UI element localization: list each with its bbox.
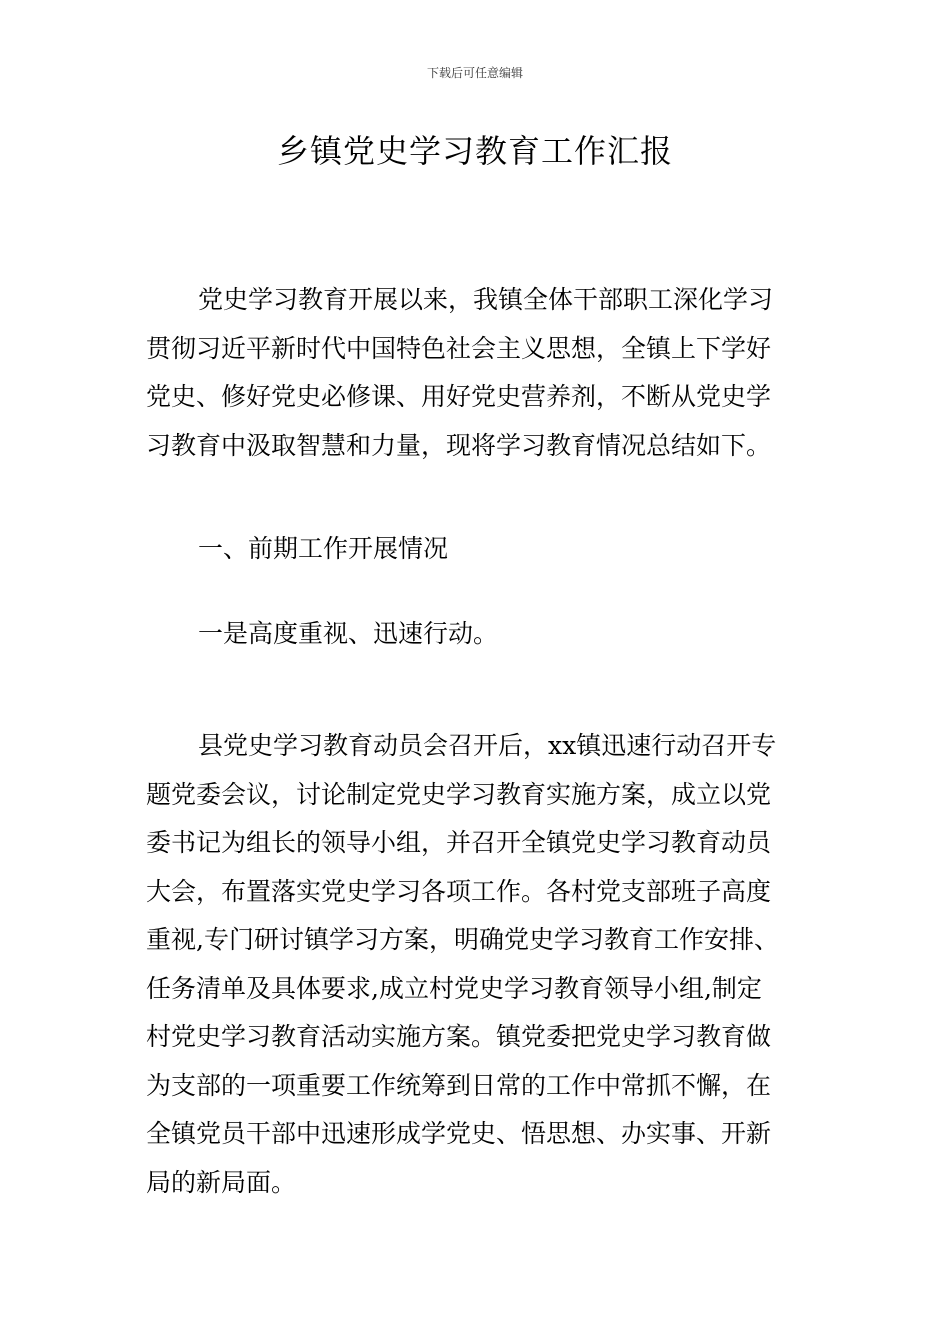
paragraph-line: 习教育中汲取智慧和力量，现将学习教育情况总结如下。 <box>146 430 772 460</box>
section-heading <box>146 525 808 574</box>
paragraph-line: 局的新局面。 <box>146 1167 297 1197</box>
intro-paragraph <box>146 276 808 470</box>
subsection-heading-text: 一是高度重视、迅速行动。 <box>198 619 499 648</box>
paragraph-line: 县党史学习教育动员会召开后，xx镇迅速行动召开专 <box>198 731 777 760</box>
detail-paragraph <box>146 722 808 1207</box>
paragraph-line: 为支部的一项重要工作统筹到日常的工作中常抓不懈，在 <box>146 1070 772 1100</box>
paragraph-line: 党史学习教育开展以来，我镇全体干部职工深化学习 <box>198 285 774 314</box>
subsection-heading <box>146 610 808 659</box>
paragraph-line: 重视,专门研讨镇学习方案，明确党史学习教育工作安排、 <box>146 925 779 954</box>
paragraph-line: 题党委会议，讨论制定党史学习教育实施方案，成立以党 <box>146 779 772 809</box>
paragraph-line: 村党史学习教育活动实施方案。镇党委把党史学习教育做 <box>146 1022 772 1051</box>
paragraph-line: 委书记为组长的领导小组，并召开全镇党史学习教育动员 <box>146 828 772 857</box>
section-heading-text: 一、前期工作开展情况 <box>198 534 449 563</box>
paragraph-line: 任务清单及具体要求,成立村党史学习教育领导小组,制定 <box>146 973 762 1003</box>
paragraph-line: 党史、修好党史必修课、用好党史营养剂，不断从党史学 <box>146 382 772 411</box>
header-note: 下载后可任意编辑 <box>426 66 523 80</box>
document-title: 乡镇党史学习教育工作汇报 <box>276 132 673 170</box>
paragraph-line: 贯彻习近平新时代中国特色社会主义思想，全镇上下学好 <box>146 333 772 363</box>
paragraph-line: 大会，布置落实党史学习各项工作。各村党支部班子高度 <box>146 876 772 906</box>
paragraph-line: 全镇党员干部中迅速形成学党史、悟思想、办实事、开新 <box>146 1119 772 1148</box>
